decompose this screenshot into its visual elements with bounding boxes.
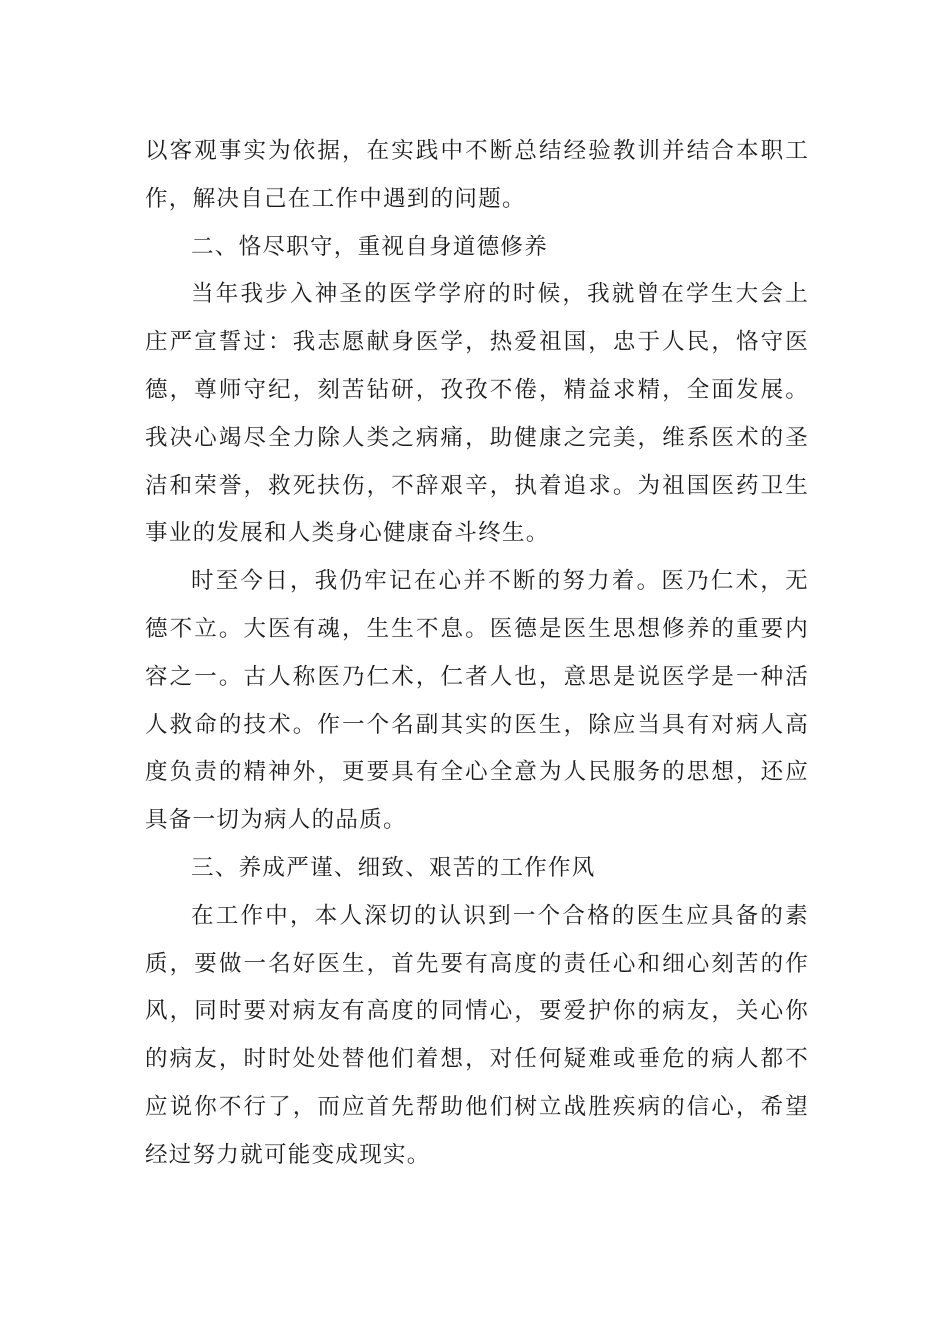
section-heading-2: 二、恪尽职守，重视自身道德修养 [191, 233, 549, 260]
paragraph-oath: 当年我步入神圣的医学学府的时候，我就曾在学生大会上庄严宣誓过：我志愿献身医学，热爱祖国，忠于人民，恪守医德，尊师守纪，刻苦钻研，孜孜不倦，精益求精，全面发展。我决心竭尽全力除人类之病痛，助健康之完美，维系医术的圣洁和荣誉，救死扶伤，不辞艰辛，执着追求。为祖国医药卫生事业的发展和人类身心健康奋斗终生。 [145, 281, 809, 547]
section-heading-3: 三、养成严谨、细致、艰苦的工作作风 [191, 854, 596, 881]
paragraph-continuation: 以客观事实为依据，在实践中不断总结经验教训并结合本职工作，解决自己在工作中遇到的问题。 [145, 138, 809, 212]
paragraph-work-style: 在工作中，本人深切的认识到一个合格的医生应具备的素质，要做一名好医生，首先要有高度的责任心和细心刻苦的作风，同时要对病友有高度的同情心，要爱护你的病友，关心你的病友，时时处处替他们着想，对任何疑难或垂危的病人都不应说你不行了，而应首先帮助他们树立战胜疾病的信心，希望经过努力就可能变成现实。 [145, 902, 809, 1168]
paragraph-medical-ethics: 时至今日，我仍牢记在心并不断的努力着。医乃仁术，无德不立。大医有魂，生生不息。医德是医生思想修养的重要内容之一。古人称医乃仁术，仁者人也，意思是说医学是一种活人救命的技术。作一个名副其实的医生，除应当具有对病人高度负责的精神外，更要具有全心全意为人民服务的思想，还应具备一切为病人的品质。 [145, 568, 809, 834]
document-body [145, 128, 809, 1180]
